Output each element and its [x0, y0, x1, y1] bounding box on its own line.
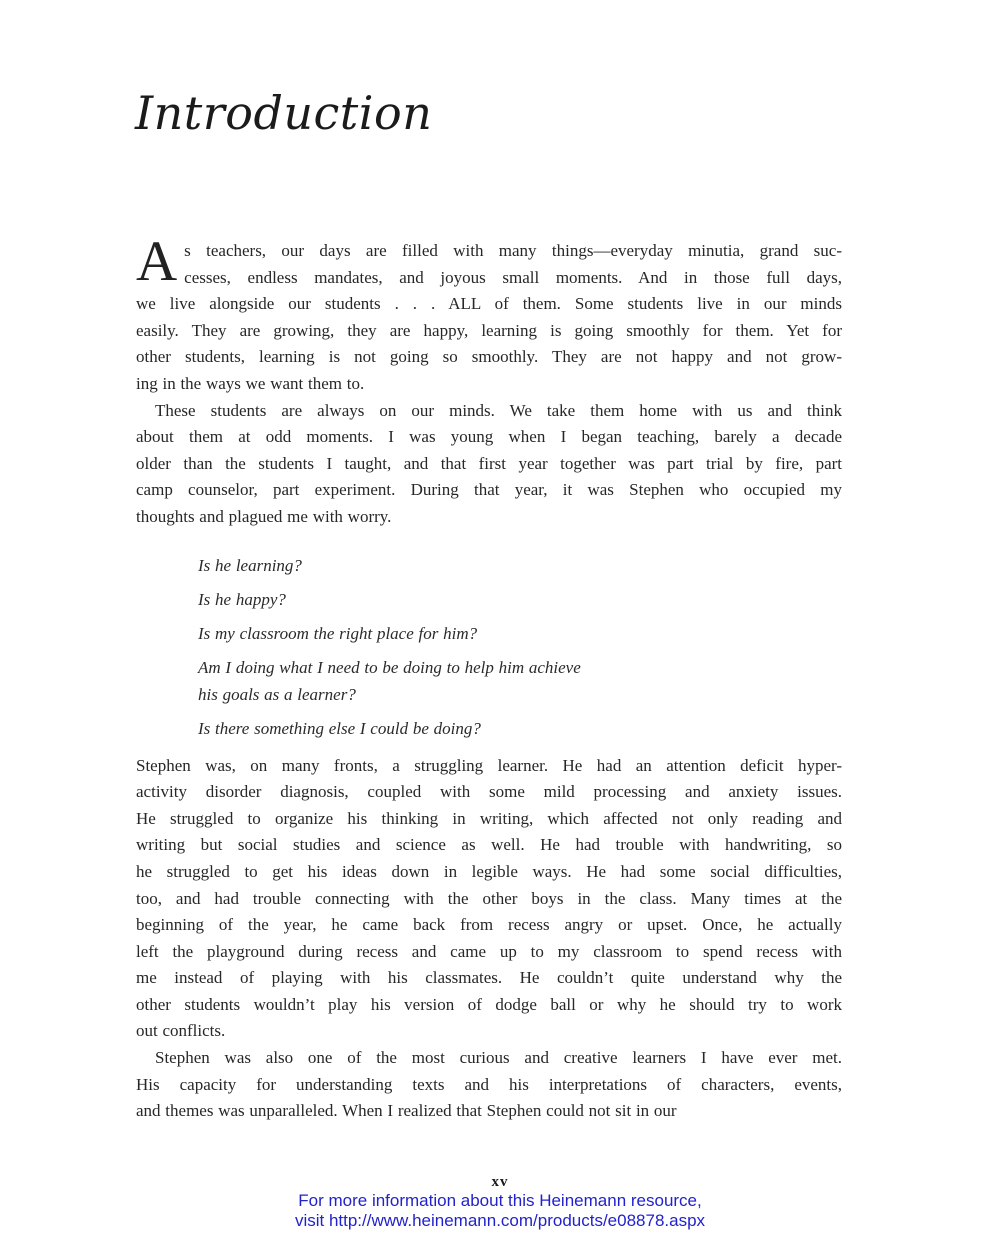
text-line: s teachers, our days are filled with many things—everyday minutia, grand suc-: [184, 241, 842, 260]
text-line: me instead of playing with his classmates. He couldn’t quite understand why the: [136, 968, 842, 988]
text-line: beginning of the year, he came back from recess angry or upset. Once, he actually: [136, 915, 842, 935]
question-something-else: [198, 715, 842, 742]
text-line: his goals as a learner?: [198, 684, 356, 704]
heinemann-resource-link[interactable]: [0, 1191, 1000, 1230]
text-line: and themes was unparalleled. When I realized that Stephen could not sit in our: [136, 1101, 677, 1121]
text-line: he struggled to get his ideas down in legible ways. He had some social difficulties,: [136, 861, 842, 881]
question-right-place: [198, 620, 842, 647]
drop-cap: A: [136, 230, 178, 293]
text-line: activity disorder diagnosis, coupled with some mild processing and anxiety issues.: [136, 782, 842, 802]
page-title: Introduction: [135, 86, 433, 140]
text-line: Is my classroom the right place for him?: [198, 623, 478, 643]
text-line: camp counselor, part experiment. During that year, it was Stephen who occupied my: [136, 480, 842, 500]
text-line: Is there something else I could be doing?: [198, 718, 481, 738]
question-is-he-happy: [198, 586, 842, 613]
text-line: we live alongside our students . . . ALL of them. Some students live in our minds: [136, 294, 842, 314]
text-line: thoughts and plagued me with worry.: [136, 506, 392, 526]
paragraph-opening: [136, 230, 842, 398]
text-line: older than the students I taught, and that first year together was part trial by fire, part: [136, 453, 842, 473]
text-line: He struggled to organize his thinking in writing, which affected not only reading and: [136, 808, 842, 828]
text-line: out conflicts.: [136, 1021, 226, 1041]
question-is-he-learning: [198, 552, 842, 579]
text-line: Am I doing what I need to be doing to help him achieve: [198, 657, 581, 677]
paragraph-curious-learner: [136, 1045, 842, 1125]
text-line: easily. They are growing, they are happy, learning is going smoothly for them. Yet for: [136, 320, 842, 340]
text-line: Is he learning?: [198, 555, 302, 575]
text-line: His capacity for understanding texts and his interpretations of characters, events,: [136, 1074, 842, 1094]
text-line: Stephen was also one of the most curious and creative learners I have ever met.: [155, 1048, 842, 1068]
text-line: These students are always on our minds. We take them home with us and think: [155, 400, 842, 420]
question-list: [198, 552, 842, 742]
text-line: other students wouldn’t play his version of dodge ball or why he should try to work: [136, 994, 842, 1014]
page-number: xv: [491, 1174, 509, 1190]
footer-info-line-2[interactable]: visit http://www.heinemann.com/products/e08878.aspx: [294, 1210, 706, 1230]
paragraph-struggling-learner: [136, 753, 842, 1046]
text-line: Stephen was, on many fronts, a struggling learner. He had an attention deficit hyper-: [136, 755, 842, 775]
text-line: Is he happy?: [198, 589, 286, 609]
text-line: left the playground during recess and came up to my classroom to spend recess with: [136, 941, 842, 961]
text-line: cesses, endless mandates, and joyous small moments. And in those full days,: [184, 267, 842, 287]
question-am-i-doing: [198, 654, 842, 708]
text-line: about them at odd moments. I was young when I began teaching, barely a decade: [136, 427, 842, 447]
text-line: ing in the ways we want them to.: [136, 373, 365, 393]
footer-info-line-1[interactable]: For more information about this Heinemann resource,: [298, 1191, 702, 1210]
paragraph-these-students: [136, 398, 842, 531]
text-line: too, and had trouble connecting with the other boys in the class. Many times at the: [136, 888, 842, 908]
body-text: [136, 230, 842, 1125]
text-line: writing but social studies and science as well. He had trouble with handwriting, so: [136, 835, 842, 855]
text-line: other students, learning is not going so smoothly. They are not happy and not grow-: [136, 347, 842, 367]
